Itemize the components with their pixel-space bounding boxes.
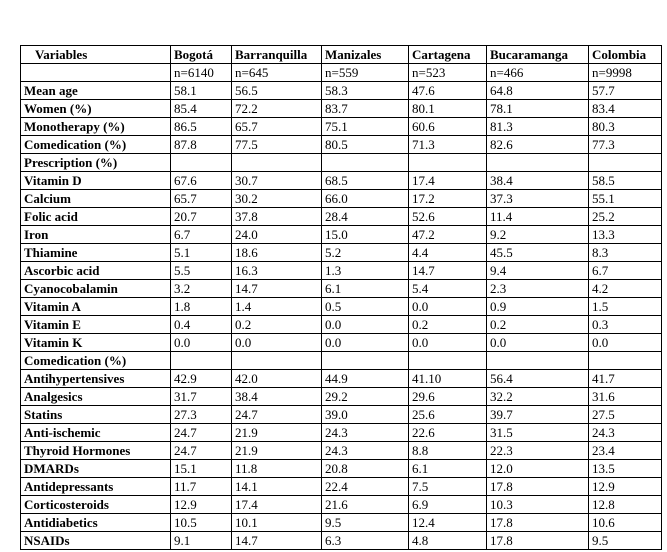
- value-cell: [322, 352, 409, 370]
- value-cell: 45.5: [487, 244, 589, 262]
- value-cell: 1.8: [171, 298, 232, 316]
- value-cell: 37.3: [487, 190, 589, 208]
- value-cell: 37.8: [232, 208, 322, 226]
- value-cell: 10.6: [589, 514, 662, 532]
- value-cell: 0.0: [409, 334, 487, 352]
- value-cell: 56.4: [487, 370, 589, 388]
- value-cell: 24.3: [589, 424, 662, 442]
- section-row: [21, 352, 662, 370]
- table-row: [21, 136, 662, 154]
- value-cell: 21.9: [232, 442, 322, 460]
- table-row: [21, 334, 662, 352]
- value-cell: 8.8: [409, 442, 487, 460]
- value-cell: 52.6: [409, 208, 487, 226]
- table-row: [21, 208, 662, 226]
- value-cell: 14.7: [232, 532, 322, 550]
- column-header-n: n=559: [322, 64, 409, 82]
- value-cell: [322, 154, 409, 172]
- value-cell: 27.3: [171, 406, 232, 424]
- value-cell: 14.1: [232, 478, 322, 496]
- value-cell: 1.4: [232, 298, 322, 316]
- value-cell: 7.5: [409, 478, 487, 496]
- value-cell: 82.6: [487, 136, 589, 154]
- value-cell: 9.1: [171, 532, 232, 550]
- section-label: Prescription (%): [21, 154, 171, 172]
- table-row: [21, 172, 662, 190]
- value-cell: 30.2: [232, 190, 322, 208]
- table-row: [21, 100, 662, 118]
- value-cell: 30.7: [232, 172, 322, 190]
- table-row: [21, 262, 662, 280]
- value-cell: 29.6: [409, 388, 487, 406]
- value-cell: 80.5: [322, 136, 409, 154]
- value-cell: 11.8: [232, 460, 322, 478]
- value-cell: 5.5: [171, 262, 232, 280]
- value-cell: 6.9: [409, 496, 487, 514]
- value-cell: 17.2: [409, 190, 487, 208]
- value-cell: 22.4: [322, 478, 409, 496]
- value-cell: 65.7: [171, 190, 232, 208]
- value-cell: 44.9: [322, 370, 409, 388]
- value-cell: 24.3: [322, 442, 409, 460]
- variables-header-spacer: [21, 64, 171, 82]
- value-cell: 6.3: [322, 532, 409, 550]
- section-label: Comedication (%): [21, 352, 171, 370]
- row-label: Cyanocobalamin: [21, 280, 171, 298]
- table-row: [21, 406, 662, 424]
- value-cell: 12.0: [487, 460, 589, 478]
- row-label: Comedication (%): [21, 136, 171, 154]
- value-cell: 4.4: [409, 244, 487, 262]
- value-cell: 38.4: [487, 172, 589, 190]
- value-cell: 11.4: [487, 208, 589, 226]
- table-row: [21, 460, 662, 478]
- value-cell: 0.0: [409, 298, 487, 316]
- table-row: [21, 190, 662, 208]
- value-cell: 67.6: [171, 172, 232, 190]
- value-cell: 83.4: [589, 100, 662, 118]
- value-cell: 1.5: [589, 298, 662, 316]
- value-cell: 12.9: [589, 478, 662, 496]
- value-cell: 24.7: [232, 406, 322, 424]
- header-row-cities: [21, 46, 662, 64]
- column-header-city: Barranquilla: [232, 46, 322, 64]
- table-row: [21, 118, 662, 136]
- value-cell: 42.0: [232, 370, 322, 388]
- value-cell: 5.1: [171, 244, 232, 262]
- row-label: Folic acid: [21, 208, 171, 226]
- value-cell: 5.4: [409, 280, 487, 298]
- value-cell: 75.1: [322, 118, 409, 136]
- variables-header: Variables: [21, 46, 171, 64]
- value-cell: 56.5: [232, 82, 322, 100]
- value-cell: 0.0: [322, 316, 409, 334]
- value-cell: 0.0: [232, 334, 322, 352]
- row-label: Mean age: [21, 82, 171, 100]
- column-header-city: Bogotá: [171, 46, 232, 64]
- value-cell: 3.2: [171, 280, 232, 298]
- value-cell: 68.5: [322, 172, 409, 190]
- row-label: Statins: [21, 406, 171, 424]
- table-body: [21, 82, 662, 550]
- value-cell: 0.3: [589, 316, 662, 334]
- value-cell: [171, 154, 232, 172]
- table-row: [21, 496, 662, 514]
- row-label: Thiamine: [21, 244, 171, 262]
- table-row: [21, 82, 662, 100]
- value-cell: 60.6: [409, 118, 487, 136]
- value-cell: 12.9: [171, 496, 232, 514]
- value-cell: 6.1: [322, 280, 409, 298]
- value-cell: 25.2: [589, 208, 662, 226]
- value-cell: 29.2: [322, 388, 409, 406]
- value-cell: 47.6: [409, 82, 487, 100]
- table-row: [21, 424, 662, 442]
- value-cell: 78.1: [487, 100, 589, 118]
- value-cell: 14.7: [232, 280, 322, 298]
- value-cell: 42.9: [171, 370, 232, 388]
- value-cell: [171, 352, 232, 370]
- value-cell: 71.3: [409, 136, 487, 154]
- value-cell: 27.5: [589, 406, 662, 424]
- column-header-n: n=645: [232, 64, 322, 82]
- column-header-city: Colombia: [589, 46, 662, 64]
- value-cell: 20.7: [171, 208, 232, 226]
- value-cell: 57.7: [589, 82, 662, 100]
- column-header-n: n=6140: [171, 64, 232, 82]
- section-row: [21, 154, 662, 172]
- value-cell: 77.3: [589, 136, 662, 154]
- table-row: [21, 442, 662, 460]
- value-cell: 39.0: [322, 406, 409, 424]
- value-cell: 24.3: [322, 424, 409, 442]
- value-cell: 0.4: [171, 316, 232, 334]
- value-cell: 10.1: [232, 514, 322, 532]
- value-cell: 0.9: [487, 298, 589, 316]
- value-cell: 81.3: [487, 118, 589, 136]
- row-label: Analgesics: [21, 388, 171, 406]
- row-label: Thyroid Hormones: [21, 442, 171, 460]
- value-cell: 9.4: [487, 262, 589, 280]
- value-cell: 6.7: [171, 226, 232, 244]
- value-cell: 12.4: [409, 514, 487, 532]
- table-row: [21, 226, 662, 244]
- value-cell: 8.3: [589, 244, 662, 262]
- value-cell: 58.3: [322, 82, 409, 100]
- value-cell: [409, 352, 487, 370]
- row-label: Iron: [21, 226, 171, 244]
- value-cell: [589, 154, 662, 172]
- header-row-n: [21, 64, 662, 82]
- value-cell: 15.1: [171, 460, 232, 478]
- value-cell: 22.6: [409, 424, 487, 442]
- table-row: [21, 388, 662, 406]
- column-header-n: n=523: [409, 64, 487, 82]
- value-cell: 17.8: [487, 532, 589, 550]
- row-label: Calcium: [21, 190, 171, 208]
- value-cell: 24.0: [232, 226, 322, 244]
- value-cell: 39.7: [487, 406, 589, 424]
- value-cell: 1.3: [322, 262, 409, 280]
- value-cell: 80.3: [589, 118, 662, 136]
- table-row: [21, 514, 662, 532]
- value-cell: 17.4: [232, 496, 322, 514]
- row-label: Ascorbic acid: [21, 262, 171, 280]
- value-cell: 15.0: [322, 226, 409, 244]
- column-header-city: Manizales: [322, 46, 409, 64]
- value-cell: 55.1: [589, 190, 662, 208]
- value-cell: 28.4: [322, 208, 409, 226]
- value-cell: 17.4: [409, 172, 487, 190]
- value-cell: 0.2: [232, 316, 322, 334]
- column-header-n: n=466: [487, 64, 589, 82]
- row-label: Vitamin E: [21, 316, 171, 334]
- value-cell: 13.3: [589, 226, 662, 244]
- value-cell: 16.3: [232, 262, 322, 280]
- value-cell: 0.0: [487, 334, 589, 352]
- value-cell: 14.7: [409, 262, 487, 280]
- value-cell: 21.6: [322, 496, 409, 514]
- value-cell: 4.8: [409, 532, 487, 550]
- value-cell: [487, 352, 589, 370]
- row-label: DMARDs: [21, 460, 171, 478]
- row-label: Monotherapy (%): [21, 118, 171, 136]
- value-cell: 80.1: [409, 100, 487, 118]
- table-row: [21, 298, 662, 316]
- value-cell: 65.7: [232, 118, 322, 136]
- value-cell: [409, 154, 487, 172]
- value-cell: 25.6: [409, 406, 487, 424]
- value-cell: 31.6: [589, 388, 662, 406]
- value-cell: 0.5: [322, 298, 409, 316]
- row-label: Anti-ischemic: [21, 424, 171, 442]
- value-cell: [232, 154, 322, 172]
- value-cell: 83.7: [322, 100, 409, 118]
- value-cell: 4.2: [589, 280, 662, 298]
- value-cell: 10.5: [171, 514, 232, 532]
- value-cell: 12.8: [589, 496, 662, 514]
- value-cell: 9.2: [487, 226, 589, 244]
- table-row: [21, 478, 662, 496]
- column-header-n: n=9998: [589, 64, 662, 82]
- row-label: NSAIDs: [21, 532, 171, 550]
- value-cell: 31.5: [487, 424, 589, 442]
- value-cell: 72.2: [232, 100, 322, 118]
- value-cell: 58.1: [171, 82, 232, 100]
- value-cell: 9.5: [589, 532, 662, 550]
- data-table: [20, 45, 662, 550]
- value-cell: 13.5: [589, 460, 662, 478]
- value-cell: 6.1: [409, 460, 487, 478]
- value-cell: 66.0: [322, 190, 409, 208]
- value-cell: 64.8: [487, 82, 589, 100]
- value-cell: 32.2: [487, 388, 589, 406]
- value-cell: 10.3: [487, 496, 589, 514]
- table-row: [21, 244, 662, 262]
- value-cell: 31.7: [171, 388, 232, 406]
- row-label: Antidepressants: [21, 478, 171, 496]
- value-cell: 86.5: [171, 118, 232, 136]
- row-label: Vitamin K: [21, 334, 171, 352]
- value-cell: 58.5: [589, 172, 662, 190]
- row-label: Antidiabetics: [21, 514, 171, 532]
- value-cell: 0.0: [589, 334, 662, 352]
- value-cell: 6.7: [589, 262, 662, 280]
- row-label: Vitamin A: [21, 298, 171, 316]
- value-cell: 17.8: [487, 514, 589, 532]
- value-cell: [232, 352, 322, 370]
- table-row: [21, 532, 662, 550]
- table-row: [21, 280, 662, 298]
- value-cell: 18.6: [232, 244, 322, 262]
- value-cell: 24.7: [171, 424, 232, 442]
- value-cell: 77.5: [232, 136, 322, 154]
- value-cell: 11.7: [171, 478, 232, 496]
- value-cell: 23.4: [589, 442, 662, 460]
- value-cell: 20.8: [322, 460, 409, 478]
- value-cell: 47.2: [409, 226, 487, 244]
- value-cell: [487, 154, 589, 172]
- value-cell: 41.10: [409, 370, 487, 388]
- value-cell: 21.9: [232, 424, 322, 442]
- value-cell: 17.8: [487, 478, 589, 496]
- value-cell: [589, 352, 662, 370]
- value-cell: 87.8: [171, 136, 232, 154]
- value-cell: 0.0: [171, 334, 232, 352]
- value-cell: 9.5: [322, 514, 409, 532]
- table-row: [21, 370, 662, 388]
- value-cell: 24.7: [171, 442, 232, 460]
- row-label: Vitamin D: [21, 172, 171, 190]
- value-cell: 0.2: [409, 316, 487, 334]
- row-label: Women (%): [21, 100, 171, 118]
- value-cell: 0.2: [487, 316, 589, 334]
- table-row: [21, 316, 662, 334]
- value-cell: 22.3: [487, 442, 589, 460]
- column-header-city: Cartagena: [409, 46, 487, 64]
- value-cell: 2.3: [487, 280, 589, 298]
- row-label: Antihypertensives: [21, 370, 171, 388]
- row-label: Corticosteroids: [21, 496, 171, 514]
- value-cell: 85.4: [171, 100, 232, 118]
- column-header-city: Bucaramanga: [487, 46, 589, 64]
- value-cell: 0.0: [322, 334, 409, 352]
- value-cell: 5.2: [322, 244, 409, 262]
- value-cell: 38.4: [232, 388, 322, 406]
- value-cell: 41.7: [589, 370, 662, 388]
